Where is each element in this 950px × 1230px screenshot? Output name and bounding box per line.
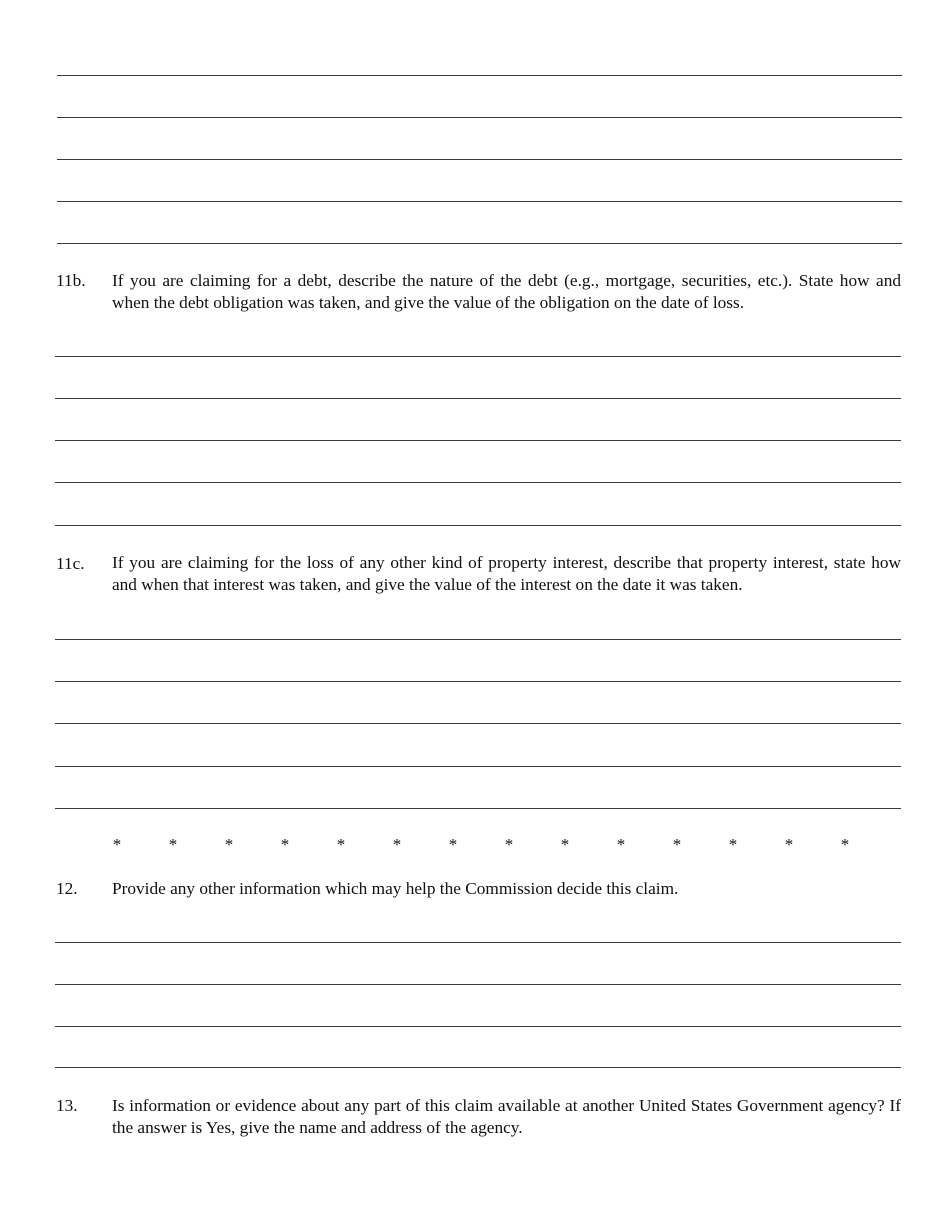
- answer-line-11a-1[interactable]: [57, 75, 902, 76]
- separator-asterisk: *: [560, 835, 570, 854]
- question-text-11c: If you are claiming for the loss of any other kind of property interest, describe that property interest, state how and when that interest was taken, and give the value of the interest on the date it was taken.: [112, 553, 901, 594]
- separator-asterisk: *: [280, 835, 290, 854]
- separator-asterisk: *: [112, 835, 122, 854]
- answer-line-12-2[interactable]: [55, 984, 901, 985]
- separator-asterisk: *: [336, 835, 346, 854]
- separator-asterisk: *: [392, 835, 402, 854]
- question-number-12: 12.: [56, 879, 78, 898]
- separator-asterisk: *: [784, 835, 794, 854]
- answer-line-11a-5[interactable]: [57, 243, 902, 244]
- question-text-13: Is information or evidence about any part of this claim available at another United States Government agency? If the answer is Yes, give the name and address of the agency.: [112, 1096, 901, 1137]
- separator-asterisk: *: [504, 835, 514, 854]
- separator-asterisk: *: [168, 835, 178, 854]
- separator-asterisk: *: [840, 835, 850, 854]
- question-text-11b: If you are claiming for a debt, describe the nature of the debt (e.g., mortgage, securities, etc.). State how and when the debt obligation was taken, and give the value of the obligation on the date of loss.: [112, 271, 901, 312]
- answer-line-11b-1[interactable]: [55, 356, 901, 357]
- separator-asterisk: *: [616, 835, 626, 854]
- answer-line-12-3[interactable]: [55, 1026, 901, 1027]
- answer-line-11a-2[interactable]: [57, 117, 902, 118]
- separator-asterisk: *: [224, 835, 234, 854]
- answer-line-11c-2[interactable]: [55, 681, 901, 682]
- answer-line-12-1[interactable]: [55, 942, 901, 943]
- answer-line-11a-4[interactable]: [57, 201, 902, 202]
- answer-line-12-4[interactable]: [55, 1067, 901, 1068]
- answer-line-11b-4[interactable]: [55, 482, 901, 483]
- question-text-12: Provide any other information which may help the Commission decide this claim.: [112, 879, 679, 898]
- answer-line-11b-2[interactable]: [55, 398, 901, 399]
- answer-line-11c-5[interactable]: [55, 808, 901, 809]
- separator-asterisk: *: [672, 835, 682, 854]
- separator-asterisk: *: [728, 835, 738, 854]
- answer-line-11b-3[interactable]: [55, 440, 901, 441]
- answer-line-11c-1[interactable]: [55, 639, 901, 640]
- answer-line-11a-3[interactable]: [57, 159, 902, 160]
- answer-line-11c-3[interactable]: [55, 723, 901, 724]
- answer-line-11c-4[interactable]: [55, 766, 901, 767]
- question-number-11b: 11b.: [56, 271, 86, 290]
- question-number-13: 13.: [56, 1096, 78, 1115]
- answer-line-11b-5[interactable]: [55, 525, 901, 526]
- separator-asterisk: *: [448, 835, 458, 854]
- question-number-11c: 11c.: [56, 554, 85, 573]
